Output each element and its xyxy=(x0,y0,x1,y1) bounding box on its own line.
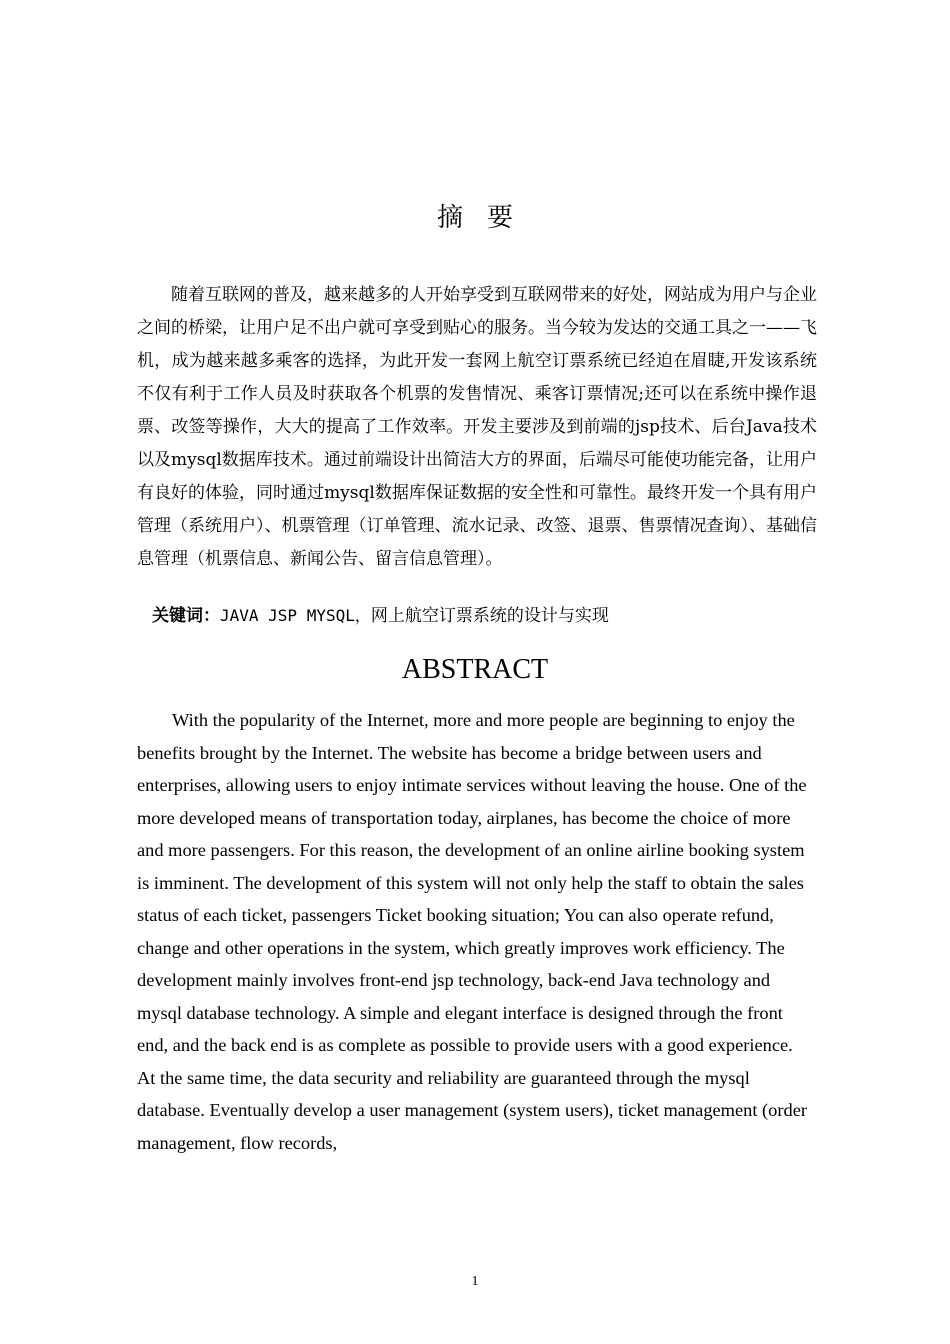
page-number: 1 xyxy=(471,1274,479,1289)
chinese-abstract-body: 随着互联网的普及，越来越多的人开始享受到互联网带来的好处，网站成为用户与企业之间的桥梁，让用户足不出户就可享受到贴心的服务。当今较为发达的交通工具之一——飞机，成为越来越多乘客的选择，为此开发一套网上航空订票系统已经迫在眉睫,开发该系统不仅有利于工作人员及时获取各个机票的发售情况、乘客订票情况;还可以在系统中操作退票、改签等操作，大大的提高了工作效率。开发主要涉及到前端的jsp技术、后台Java技术以及mysql数据库技术。通过前端设计出简洁大方的界面，后端尽可能使功能完备，让用户有良好的体验，同时通过mysql数据库保证数据的安全性和可靠性。最终开发一个具有用户管理（系统用户）、机票管理（订单管理、流水记录、改签、退票、售票情况查询）、基础信息管理（机票信息、新闻公告、留言信息管理）。 xyxy=(137,285,817,569)
keywords-thesis-title: 网上航空订票系统的设计与实现 xyxy=(370,606,609,626)
english-abstract-title: ABSTRACT xyxy=(401,654,549,685)
keywords-label: 关键词： xyxy=(152,606,220,626)
english-abstract-body: With the popularity of the Internet, more and more people are beginning to enjoy the benefits brought by the Internet. The website has become a bridge between users and enterprises, allowing users to enjoy intimate services without leaving the house. One of the more developed means of transportation today, airplanes, has become the choice of more and more passengers. For this reason, the development of an online airline booking system is imminent. The development of this system will not only help the staff to obtain the sales status of each ticket, passengers Ticket booking situation; You can also operate refund, change and other operations in the system, which greatly improves work efficiency. The development mainly involves front-end jsp technology, back-end Java technology and mysql database technology. A simple and elegant interface is designed through the front end, and the back end is as complete as possible to provide users with a good experience. At the same time, the data security and reliability are guaranteed through the mysql database. Eventually develop a user management (system users), ticket management (order management, flow records, xyxy=(137,710,807,1153)
keywords-latin: JAVA JSP MYSQL， xyxy=(220,606,371,625)
chinese-abstract-title: 摘要 xyxy=(436,203,537,233)
keywords-line xyxy=(152,602,832,630)
